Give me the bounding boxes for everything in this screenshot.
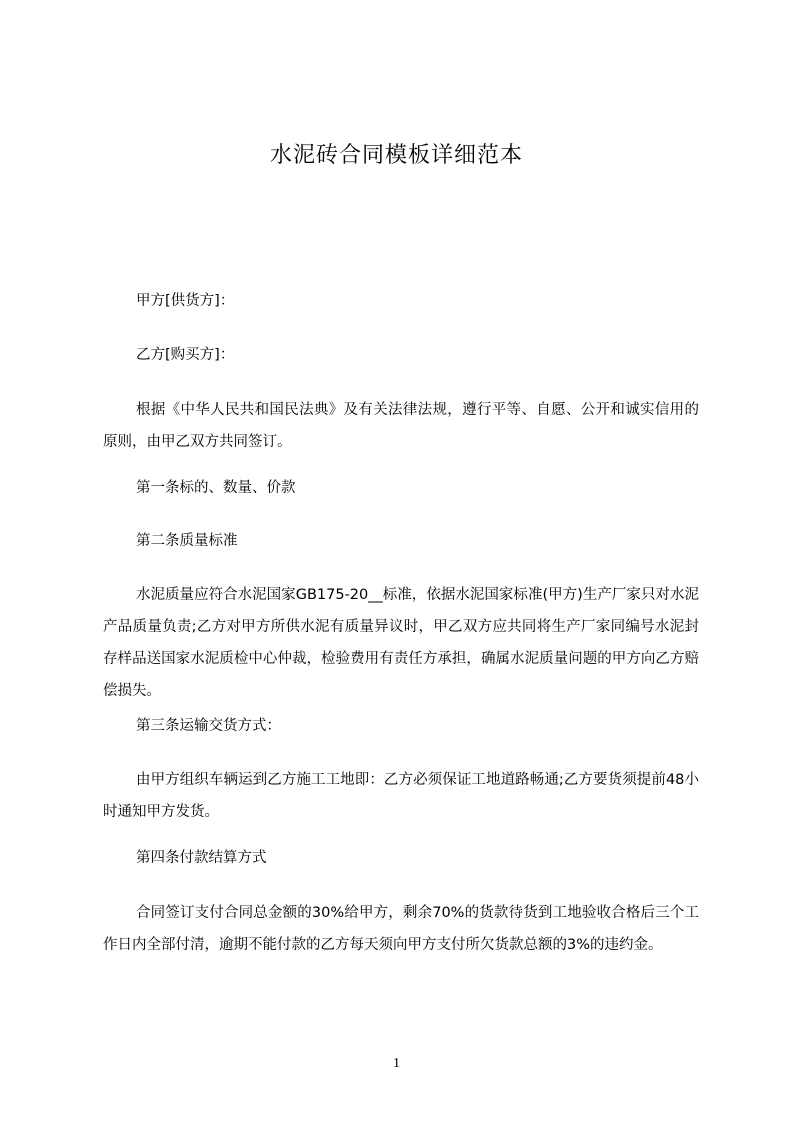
article-2-heading: 第二条质量标准 [136, 533, 238, 549]
party-b-line: 乙方[购买方]： [136, 347, 235, 363]
preamble-paragraph: 根据《中华人民共和国民法典》及有关法律法规，遵行平等、自愿、公开和诚实信用的原则，由甲乙双方共同签订。 [103, 402, 699, 450]
party-a-line: 甲方[供货方]： [136, 293, 235, 309]
article-3-body: 由甲方组织车辆运到乙方施工工地即：乙方必须保证工地道路畅通;乙方要货须提前48小时通知甲方发货。 [103, 772, 699, 820]
article-3-heading: 第三条运输交货方式： [136, 718, 281, 734]
article-2-body: 水泥质量应符合水泥国家GB175-20__标准，依据水泥国家标准(甲方)生产厂家只对水泥产品质量负责;乙方对甲方所供水泥有质量异议时，甲乙双方应共同将生产厂家同编号水泥封存样品送国家水泥质检中心仲裁，检验费用有责任方承担，确属水泥质量问题的甲方向乙方赔偿损失。 [103, 587, 699, 699]
article-4-heading: 第四条付款结算方式 [136, 850, 267, 866]
article-1-heading: 第一条标的、数量、价款 [136, 480, 296, 496]
document-title: 水泥砖合同模板详细范本 [269, 143, 523, 168]
page-number: 1 [393, 1056, 400, 1071]
article-4-body: 合同签订支付合同总金额的30%给甲方，剩余70%的货款待货到工地验收合格后三个工作日内全部付清，逾期不能付款的乙方每天须向甲方支付所欠货款总额的3%的违约金。 [103, 905, 699, 953]
